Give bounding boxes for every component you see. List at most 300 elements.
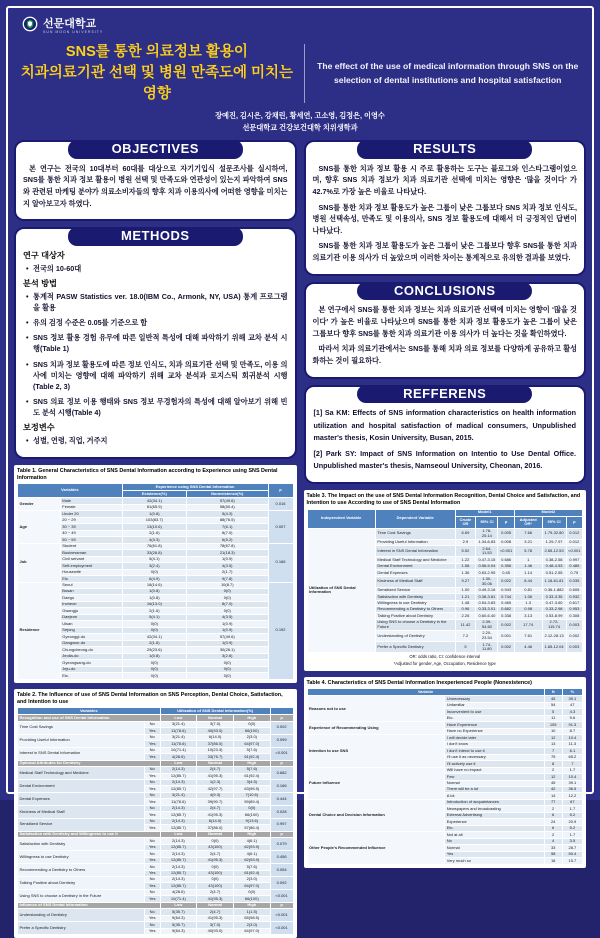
table-cell: 57(49.6) <box>187 498 268 504</box>
table-cell: Jeju-do <box>60 666 122 672</box>
table-cell: 1.14 <box>514 570 542 576</box>
list-item: • 전국의 10-60대 <box>25 263 288 274</box>
table4-header-variable: Variable <box>307 689 544 696</box>
table-cell: 4 <box>544 838 562 844</box>
table-cell: 30(26.1) <box>187 647 268 653</box>
table-cell: Yes <box>144 812 160 818</box>
table-cell: Willingness to use Dentistry <box>18 851 145 864</box>
table-cell: 0.744 <box>498 594 514 600</box>
affiliation-line: 선문대학교 건강보건대학 치위생학과 <box>242 123 358 133</box>
table-cell: 0.028 <box>270 805 293 818</box>
table-cell: 2(3.0) <box>233 734 270 740</box>
table-cell: 2.26 <box>455 613 476 619</box>
table-cell: 1.36 <box>455 570 476 576</box>
university-logo-row <box>22 16 586 37</box>
table3-header-independent: Independent Variable <box>307 509 375 528</box>
table-cell: High <box>233 902 270 908</box>
table-cell: <0.001 <box>270 747 293 760</box>
methods-subject-list <box>25 263 288 274</box>
table-cell: 41(95.3) <box>197 857 234 863</box>
table-cell: 1(0.8) <box>122 511 186 517</box>
table-cell: Providing Useful Information <box>18 734 145 747</box>
table-cell: Kindness of Medical Staff <box>375 576 455 587</box>
table-cell: Reasons not to use <box>307 696 445 722</box>
table-cell: 12(85.7) <box>160 786 197 792</box>
objectives-section <box>14 140 297 221</box>
table-cell: 76(61.8) <box>122 543 186 549</box>
table-cell: 10(71.4) <box>160 896 197 902</box>
table-cell: Unfamiliar <box>445 702 544 708</box>
table-cell: 0.092 <box>270 877 293 890</box>
table-cell: Normal <box>197 831 234 837</box>
table-cell: 64(97.0) <box>233 883 270 889</box>
table-cell: 42(34.1) <box>122 634 186 640</box>
table-cell: 12(85.7) <box>160 883 197 889</box>
table-cell: 24 <box>544 819 562 825</box>
table-cell: 0(0) <box>122 621 186 627</box>
table-cell: Student <box>60 543 122 549</box>
table-cell: 17.74 <box>514 619 542 630</box>
list-item: • 유의 검정 수준은 0.05를 기준으로 함 <box>25 317 288 328</box>
table-cell: 6.1 <box>562 748 582 754</box>
table-cell: 0.49-3.16 <box>476 587 498 593</box>
table-cell: 12 <box>544 774 562 780</box>
table4-header <box>307 689 583 696</box>
methods-covariate-list <box>25 435 288 446</box>
table-cell: Dental Environment <box>18 779 145 792</box>
table-cell: 9.27 <box>455 576 476 587</box>
table-cell: 0(0) <box>197 864 234 870</box>
table-cell: 61(92.4) <box>233 870 270 876</box>
table-cell: 12(85.7) <box>160 825 197 831</box>
table-cell: 3(2.4) <box>122 563 186 569</box>
table-cell: 2(14.3) <box>160 838 197 844</box>
table-cell: Etc. <box>445 825 544 831</box>
table-cell: 2(1.6) <box>122 640 186 646</box>
table-cell: 5(4.1) <box>122 614 186 620</box>
table-cell: 33(76.7) <box>197 754 234 760</box>
table-cell: 2(14.3) <box>160 877 197 883</box>
methods-analysis-title: 분석 방법 <box>23 278 57 288</box>
table-cell: 0.444 <box>270 792 293 805</box>
list-item: • SNS 의료 정보 이용 행태와 SNS 정보 무경험자의 특성에 대해 알아보기 위해 빈도 분석 시행(Table 4) <box>25 396 288 418</box>
table-cell: Gyeonggi-do <box>60 634 122 640</box>
table-cell: High <box>233 760 270 766</box>
table-cell: Dental Environment <box>375 563 455 569</box>
table-cell: Low <box>160 902 197 908</box>
table-cell: 2(3.0) <box>233 922 270 928</box>
table-cell: 7(6.1) <box>187 524 268 530</box>
table-cell: 58(50.4) <box>187 504 268 510</box>
table-cell: 0.617 <box>566 600 582 606</box>
table-cell: 1.06 <box>514 594 542 600</box>
table-cell: 2(3.0) <box>233 877 270 883</box>
table-cell: 3(21.4) <box>160 792 197 798</box>
table-cell: Will have no impact <box>445 767 544 773</box>
table-cell: Yes <box>144 857 160 863</box>
table-cell: Etc. <box>445 715 544 721</box>
table-cell: Experience <box>445 819 544 825</box>
table-cell: 0.002 <box>566 631 582 642</box>
table-cell: 57(86.4) <box>233 825 270 831</box>
table-cell: 2(14.3) <box>160 851 197 857</box>
table-cell: 0(0) <box>187 595 268 601</box>
table2-panel <box>14 689 297 938</box>
table-cell: 1.30-30.06 <box>476 576 498 587</box>
table-cell: 103(83.7) <box>122 517 186 523</box>
table-cell: 41(95.3) <box>197 812 234 818</box>
table3-header <box>307 509 583 528</box>
table3-subheader-ci1: 95% CI <box>476 516 498 528</box>
table4-panel <box>304 677 587 868</box>
table-cell: Age <box>18 511 61 543</box>
methods-analysis-list <box>25 291 288 419</box>
table-cell: Understanding of Dentistry <box>375 631 455 642</box>
table-cell: Prefer a Specific Dentistry <box>375 642 455 653</box>
table-cell: 3(7.0) <box>197 721 234 727</box>
table-cell: 2.65-12.53 <box>542 546 566 557</box>
table-cell: 0.81 <box>514 587 542 593</box>
table-cell: 62(93.9) <box>233 857 270 863</box>
table-cell: Businessman <box>60 550 122 556</box>
table-cell: 3.21 <box>514 539 542 545</box>
university-logo-icon <box>22 16 38 37</box>
table-cell: 0.63-2.95 <box>476 570 498 576</box>
table-cell: 1 <box>514 557 542 563</box>
table-cell: Talking Positive about Dentistry <box>375 613 455 619</box>
table-cell: 4(6.1) <box>233 838 270 844</box>
table-cell: No <box>144 792 160 798</box>
table-cell: 4.3 <box>562 709 582 715</box>
table-cell: 2(14.3) <box>160 767 197 773</box>
table-cell: Have Experience <box>445 722 544 728</box>
table-cell: 21(18.3) <box>187 550 268 556</box>
table-cell: Yes <box>144 844 160 850</box>
table-cell: 2(1.6) <box>122 608 186 614</box>
table-cell: Under 20 <box>60 511 122 517</box>
table-cell: p <box>270 760 293 766</box>
table-cell: Civil servant <box>60 556 122 562</box>
table-cell: Very much so <box>445 858 544 864</box>
table-cell: 0.485 <box>566 563 582 569</box>
table-cell: Newspapers and broadcasting <box>445 806 544 812</box>
table1-header-existence: Existence(%) <box>122 491 186 498</box>
table3-subheader-ci2: 95% CI <box>542 516 566 528</box>
table1-panel <box>14 465 297 683</box>
table-cell: 50.4 <box>562 851 582 857</box>
table-cell: 41(95.3) <box>197 915 234 921</box>
methods-covariate-title: 보정변수 <box>23 423 55 433</box>
table-cell: Gyeongsang-do <box>60 660 122 666</box>
methods-heading: METHODS <box>68 227 243 246</box>
table-cell: 45 <box>544 696 562 702</box>
table-cell: 1(0.8) <box>122 595 186 601</box>
table3-note-adjusted: *Adjusted for gender, Age, Occupation, Residence type <box>393 661 496 667</box>
table-cell: 36.5 <box>562 787 582 793</box>
table-row <box>307 528 583 539</box>
results-paragraphs <box>313 163 578 264</box>
table-cell: 65.2 <box>562 754 582 760</box>
table-cell: 5(7.6) <box>233 747 270 753</box>
table-cell: Yes <box>144 754 160 760</box>
table-cell: 59(89.4) <box>233 799 270 805</box>
table-cell: 29(23.6) <box>122 647 186 653</box>
table-cell: There will be a lot <box>445 787 544 793</box>
table-cell: 81(65.9) <box>122 504 186 510</box>
table-cell: 0.96 <box>455 607 476 613</box>
table-cell: High <box>233 831 270 837</box>
table-cell: 1(2.3) <box>197 779 234 785</box>
table-cell: 9(64.3) <box>160 928 197 934</box>
table-cell: 40(93.0) <box>197 928 234 934</box>
table-cell: 0.465 <box>498 600 514 606</box>
table-cell: 12(85.7) <box>160 870 197 876</box>
table3 <box>307 509 584 654</box>
title-row <box>14 42 586 105</box>
table-cell: 4(3.5) <box>187 614 268 620</box>
table-cell: 11(78.6) <box>160 799 197 805</box>
title-ko-line2: 치과의료기관 선택 및 병원 만족도에 미치는 영향 <box>20 65 294 103</box>
objectives-text: 본 연구는 전국의 10대부터 60대를 대상으로 자기기입식 설문조사를 실시하여, SNS를 통한 치과 정보 활용이 병원 선택 및 만족도와 연관성이 있는지 파악하여 SNS와 관련된 마케팅 분야가 의료소비자들의 향후 치과 이용의사에 어떠한 영향을 미치는지 알아보고자 하였다. <box>23 163 288 208</box>
table4 <box>307 688 584 864</box>
table3-header-model2: Model2 <box>514 509 582 516</box>
table3-subheader-crude-or: Crude OR <box>455 516 476 528</box>
table-cell: 0(0) <box>122 627 186 633</box>
table-cell: 39.1 <box>562 780 582 786</box>
references-heading: REFFERENS <box>357 385 532 404</box>
table-cell: 0.33-2.98 <box>542 607 566 613</box>
list-item: • 통계적 PASW Statistics ver. 18.0(IBM Co., Armonk, NY, USA) 통계 프로그램을 활용 <box>25 291 288 313</box>
table-cell: 2.9 <box>455 539 476 545</box>
conclusions-section <box>304 282 587 379</box>
table-cell: 15.7 <box>562 858 582 864</box>
table-cell: I don't know <box>445 741 544 747</box>
list-item: • SNS 정보 활용 경험 유무에 따른 일반적 특성에 대해 파악하기 위해 교차 분석 시행(Table 1) <box>25 332 288 354</box>
table-cell: 41(95.3) <box>197 773 234 779</box>
table-cell: Medical Staff Technology and Medicine <box>375 557 455 563</box>
table-cell: 7 <box>562 761 582 767</box>
table-cell: High <box>233 715 270 721</box>
table-cell: 1.3 <box>514 600 542 606</box>
list-item: [1] Sa KM: Effects of SNS information characteristics on health information utilization and hospital satisfaction of madical consumers, Unpublished master's thesis, Kosin University, Busan, 2015. <box>313 408 576 443</box>
table3-note-or: OR: odds ratio, CI: confidence interval <box>409 654 481 660</box>
table-cell: 10.4 <box>562 735 582 741</box>
table-cell: I will decide later <box>445 735 544 741</box>
table-cell: Recognition and use of SNS Dental Information <box>18 715 161 721</box>
table-cell: 42(97.7) <box>197 786 234 792</box>
table-cell: 0.686 <box>498 557 514 563</box>
table-cell: 5.78 <box>514 546 542 557</box>
table-cell: 11 <box>544 715 562 721</box>
table-cell: 3(7.0) <box>197 922 234 928</box>
table-cell: 50 ~ 59 <box>60 537 122 543</box>
table-cell: Yes <box>144 825 160 831</box>
table-cell: Satisfaction with Dentistry <box>18 838 145 851</box>
paragraph: 본 연구에서 SNS를 통한 치과 정보는 치과 의료기관 선택에 미치는 영향이 ‘많을 것이다’ 가 높은 비율로 나타났으며 SNS를 통한 치과 정보 활용도가 높은 그룹이 낮은 그룹보다 향후 SNS를 통한 치과 의료기관 이용 의사가 더 높다는 것을 확인하였다. <box>312 305 577 338</box>
table3-subheader-adjusted-or: Adjusted OR* <box>514 516 542 528</box>
table-cell: 2.64-11.53 <box>476 546 498 557</box>
table-cell: Satisfaction with Dentistry and Willingness to use it <box>18 831 161 837</box>
table-cell: 64(97.0) <box>233 928 270 934</box>
table-cell: 0(0) <box>122 569 186 575</box>
table-cell: 11.42 <box>455 619 476 630</box>
table-cell: 0(0) <box>233 805 270 811</box>
table-cell: Future Influence <box>307 767 445 799</box>
table-cell: <0.001 <box>270 909 293 922</box>
table-cell: 45 <box>544 780 562 786</box>
content-columns <box>14 140 586 938</box>
table-cell: 0.099 <box>270 734 293 747</box>
table-cell: 77 <box>544 799 562 805</box>
table-cell: 5.2 <box>562 812 582 818</box>
table-cell: 0.56-5.04 <box>476 563 498 569</box>
table3-header-dependent: Dependent Variable <box>375 509 455 528</box>
table-cell: 4(28.6) <box>160 754 197 760</box>
table-cell: 0.605 <box>566 587 582 593</box>
table-cell: No <box>144 922 160 928</box>
table-cell: 39.1 <box>562 696 582 702</box>
table-cell: 12(85.7) <box>160 812 197 818</box>
table-cell: 10(71.4) <box>160 747 197 753</box>
table-cell: 2.72-115.74 <box>542 619 566 630</box>
table-cell: 57(49.6) <box>187 634 268 640</box>
table-cell: Self-employment <box>60 563 122 569</box>
table-cell: 33 <box>544 845 562 851</box>
table-cell: 63(95.5) <box>233 786 270 792</box>
table-cell: 2(14.3) <box>160 818 197 824</box>
table-cell: Experience of Recommending Using <box>307 722 445 735</box>
table-cell: 10(8.7) <box>187 582 268 588</box>
table-cell: 67 <box>562 799 582 805</box>
table-cell: 5 <box>455 642 476 653</box>
list-item: [2] Park SY: Impact of SNS Information on Intentio to Use Dental Office. Unpublished master's thesis, Namseoul University, Cheonan, 2016. <box>313 448 576 471</box>
table-cell: 42 <box>544 787 562 793</box>
table-cell: 88(76.5) <box>187 517 268 523</box>
table-cell: 1(0.9) <box>187 621 268 627</box>
table-cell: Influence of SNS Dental Information <box>18 902 161 908</box>
table-cell: 0.997 <box>566 557 582 563</box>
table-cell: 64(97.0) <box>233 741 270 747</box>
table-cell: Normal <box>197 760 234 766</box>
table-cell: Introduction of acquaintances <box>445 799 544 805</box>
table2 <box>17 707 294 935</box>
table-cell: 18(14.6) <box>122 582 186 588</box>
table-cell: 1(0.9) <box>187 640 268 646</box>
table-cell: 3(21.4) <box>160 734 197 740</box>
table-cell: No <box>144 721 160 727</box>
table-cell: Seoul <box>60 582 122 588</box>
university-name-en: SUN MOON UNIVERSITY <box>43 30 104 34</box>
table-cell: 0.008 <box>498 539 514 545</box>
table-cell: 12 <box>544 735 562 741</box>
table-cell: 1(0.9) <box>187 556 268 562</box>
table-cell: 2(1.6) <box>122 530 186 536</box>
table-cell: Yes <box>144 928 160 934</box>
table-cell: 42(34.1) <box>122 498 186 504</box>
table-cell: 8 <box>544 761 562 767</box>
table-cell: Yes <box>144 773 160 779</box>
table-cell: 0.192 <box>268 582 293 679</box>
table-cell: 1(0.9) <box>187 627 268 633</box>
table-cell: <0.001 <box>270 922 293 935</box>
table-cell: 0(0) <box>122 673 186 679</box>
table4-title: Table 4. Characteristics of SNS Dental Information Inexperienced People (Nonexistence) <box>306 679 532 686</box>
table-cell: Jeolla-do <box>60 653 122 659</box>
table-cell: Using SNS to choose a Dentistry in the Future <box>18 889 145 902</box>
table-cell: 4(28.6) <box>160 889 197 895</box>
table-cell: 0(0) <box>122 660 186 666</box>
table-cell: 0.456 <box>270 851 293 864</box>
table-cell: Yes <box>144 799 160 805</box>
table-cell: Kindness of Medical Staff <box>18 805 145 818</box>
table-cell: 37(86.0) <box>197 825 234 831</box>
table-cell: I'll actively use it <box>445 761 544 767</box>
table-cell: Yes <box>144 741 160 747</box>
table-cell: Normal <box>197 715 234 721</box>
table-cell: 2(14.3) <box>160 805 197 811</box>
table-cell: 1.78-25.14 <box>476 528 498 539</box>
table-cell: 5 <box>544 709 562 715</box>
table-cell: Gwangju <box>60 608 122 614</box>
table-cell: 0.932 <box>566 594 582 600</box>
table2-header-group: Utilization of SNS Dental Information(%) <box>160 708 270 715</box>
table-cell: 7(10.6) <box>233 792 270 798</box>
table-cell: 5(7.6) <box>233 767 270 773</box>
table-cell: Yes <box>144 896 160 902</box>
table-cell: Busan <box>60 589 122 595</box>
table-cell: Normal <box>445 780 544 786</box>
table-cell: No <box>144 734 160 740</box>
table-cell: 5(35.7) <box>160 922 197 928</box>
table2-body <box>18 715 294 935</box>
table-cell: 0.38-2.58 <box>542 557 566 563</box>
table-cell: No <box>144 805 160 811</box>
table-cell: External Advertising <box>445 812 544 818</box>
paragraph: SNS를 통한 치과 정보 활용도가 높은 그룹이 낮은 그룹보다 SNS 치과 정보 인식도, 병원 선택속성, 만족도 및 이용의사, SNS 정보 활용도에 대해서 더 긍정적인 답변이 나타났다. <box>312 202 577 235</box>
table-cell: Sensitized Service <box>375 587 455 593</box>
table-cell: 1.48 <box>455 600 476 606</box>
table-cell: Not at all <box>445 832 544 838</box>
table-cell: Have no Experience <box>445 728 544 734</box>
table3-title: Table 3. The Impact on the use of SNS Dental Information Recognition, Dental Choice and Satisfaction, and Intention to use According to use of SNS Dental Information <box>306 493 581 507</box>
table-cell: 0.682 <box>498 607 514 613</box>
table4-header-n: N <box>544 689 562 696</box>
table1 <box>17 483 294 680</box>
table-cell: 8.44 <box>514 576 542 587</box>
table-cell: A lot <box>445 793 544 799</box>
table-cell: 3.13 <box>514 613 542 619</box>
table4-header-pct: % <box>562 689 582 696</box>
table-cell: Gangwon-do <box>60 640 122 646</box>
table-cell: 1(0.8) <box>122 653 186 659</box>
table-cell: 0(0) <box>233 721 270 727</box>
poster-title-korean <box>14 42 300 105</box>
authors-line: 장예진, 김시은, 강채린, 황세연, 고소영, 김정은, 이영수 <box>215 111 385 121</box>
table-cell: Other People's Recommended Influence <box>307 832 445 864</box>
table-cell: 9.6 <box>562 715 582 721</box>
table-cell: 0.60-6.40 <box>476 613 498 619</box>
table-cell: Low <box>160 831 197 837</box>
table-cell: 0.48-4.53 <box>542 563 566 569</box>
table-cell: 0(0) <box>187 608 268 614</box>
table1-header-nonexistence: Nonexistence(%) <box>187 491 268 498</box>
table-cell: 1.65-12.04 <box>542 642 566 653</box>
table-cell: 0.012 <box>566 539 582 545</box>
table-cell: 1.74-11.80 <box>476 642 498 653</box>
table-cell: Time Cost Savings <box>375 528 455 539</box>
table-cell: 61(92.4) <box>233 754 270 760</box>
table-cell: 2(4.7) <box>197 767 234 773</box>
